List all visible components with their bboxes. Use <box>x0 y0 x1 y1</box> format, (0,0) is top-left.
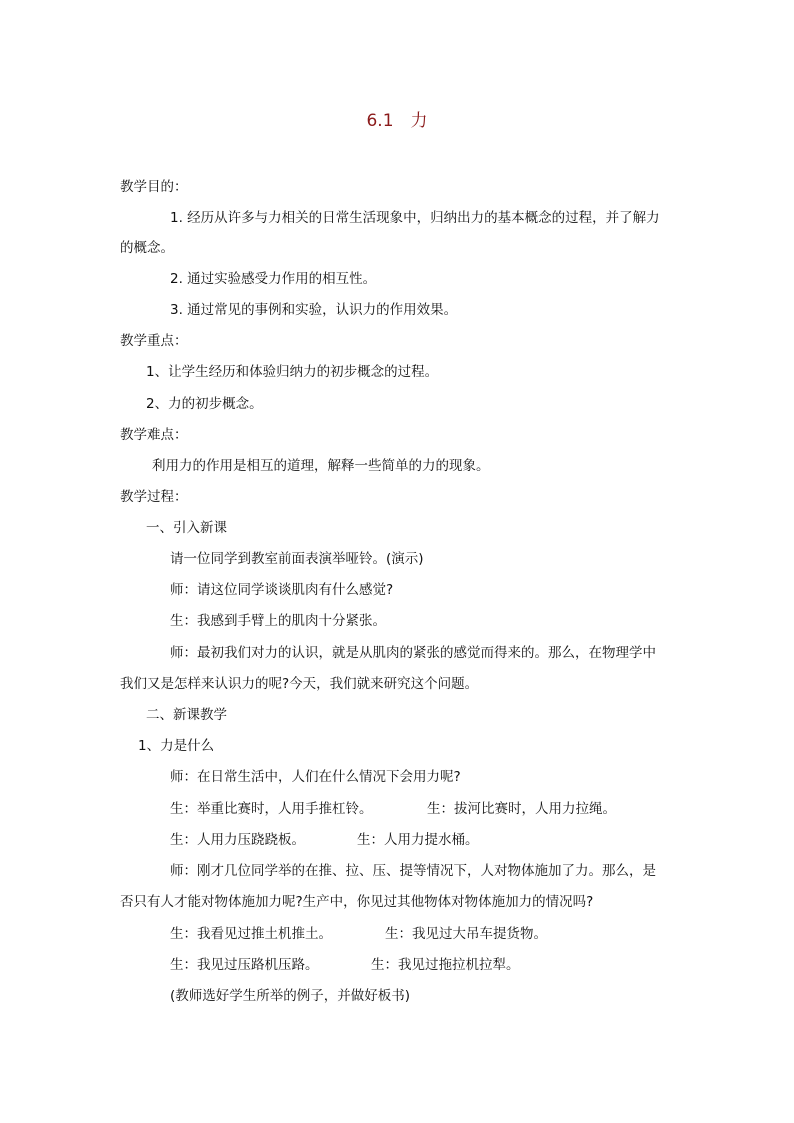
answer-3-left: 生：我看见过推土机推土。 <box>170 926 332 942</box>
teacher-note: (教师选好学生所举的例子，并做好板书) <box>170 988 411 1004</box>
page-title: 6.1 力 <box>366 111 428 131</box>
goal-item-1-line-2: 的概念。 <box>120 240 174 256</box>
question-1: 师：在日常生活中，人们在什么情况下会用力呢? <box>170 769 461 785</box>
difficulty-heading: 教学难点： <box>120 427 188 443</box>
process-line-1: 请一位同学到教室前面表演举哑铃。(演示) <box>170 551 424 567</box>
goal-item-3: 3. 通过常见的事例和实验，认识力的作用效果。 <box>170 302 458 318</box>
difficulty-text: 利用力的作用是相互的道理，解释一些简单的力的现象。 <box>152 458 490 474</box>
answer-2-right: 生：人用力提水桶。 <box>357 832 479 848</box>
key-point-1: 1、让学生经历和体验归纳力的初步概念的过程。 <box>146 364 439 380</box>
process-line-3: 生：我感到手臂上的肌肉十分紧张。 <box>170 613 386 629</box>
section-2-heading: 二、新课教学 <box>146 707 227 723</box>
goal-item-2: 2. 通过实验感受力作用的相互性。 <box>170 271 377 287</box>
section-1-heading: 一、引入新课 <box>146 520 227 536</box>
subsection-1-heading: 1、力是什么 <box>138 738 215 754</box>
answer-3-right: 生：我见过大吊车提货物。 <box>385 926 547 942</box>
process-line-4-part-1: 师：最初我们对力的认识，就是从肌肉的紧张的感觉而得来的。那么，在物理学中 <box>170 645 656 661</box>
goal-item-1-line-1: 1. 经历从许多与力相关的日常生活现象中，归纳出力的基本概念的过程，并了解力 <box>170 210 660 226</box>
process-line-2: 师：请这位同学谈谈肌肉有什么感觉? <box>170 582 394 598</box>
key-points-heading: 教学重点： <box>120 333 188 349</box>
answer-1-left: 生：举重比赛时，人用手推杠铃。 <box>170 801 373 817</box>
answer-4-right: 生：我见过拖拉机拉犁。 <box>371 957 520 973</box>
question-2-part-1: 师：刚才几位同学举的在推、拉、压、提等情况下，人对物体施加了力。那么，是 <box>170 863 656 879</box>
question-2-part-2: 否只有人才能对物体施加力呢?生产中，你见过其他物体对物体施加力的情况吗? <box>120 894 594 910</box>
goals-heading: 教学目的： <box>120 179 188 195</box>
key-point-2: 2、力的初步概念。 <box>146 396 263 412</box>
process-line-4-part-2: 我们又是怎样来认识力的呢?今天，我们就来研究这个问题。 <box>120 676 479 692</box>
answer-1-right: 生：拔河比赛时，人用力拉绳。 <box>427 801 616 817</box>
process-heading: 教学过程： <box>120 489 188 505</box>
answer-4-left: 生：我见过压路机压路。 <box>170 957 319 973</box>
answer-2-left: 生：人用力压跷跷板。 <box>170 832 305 848</box>
